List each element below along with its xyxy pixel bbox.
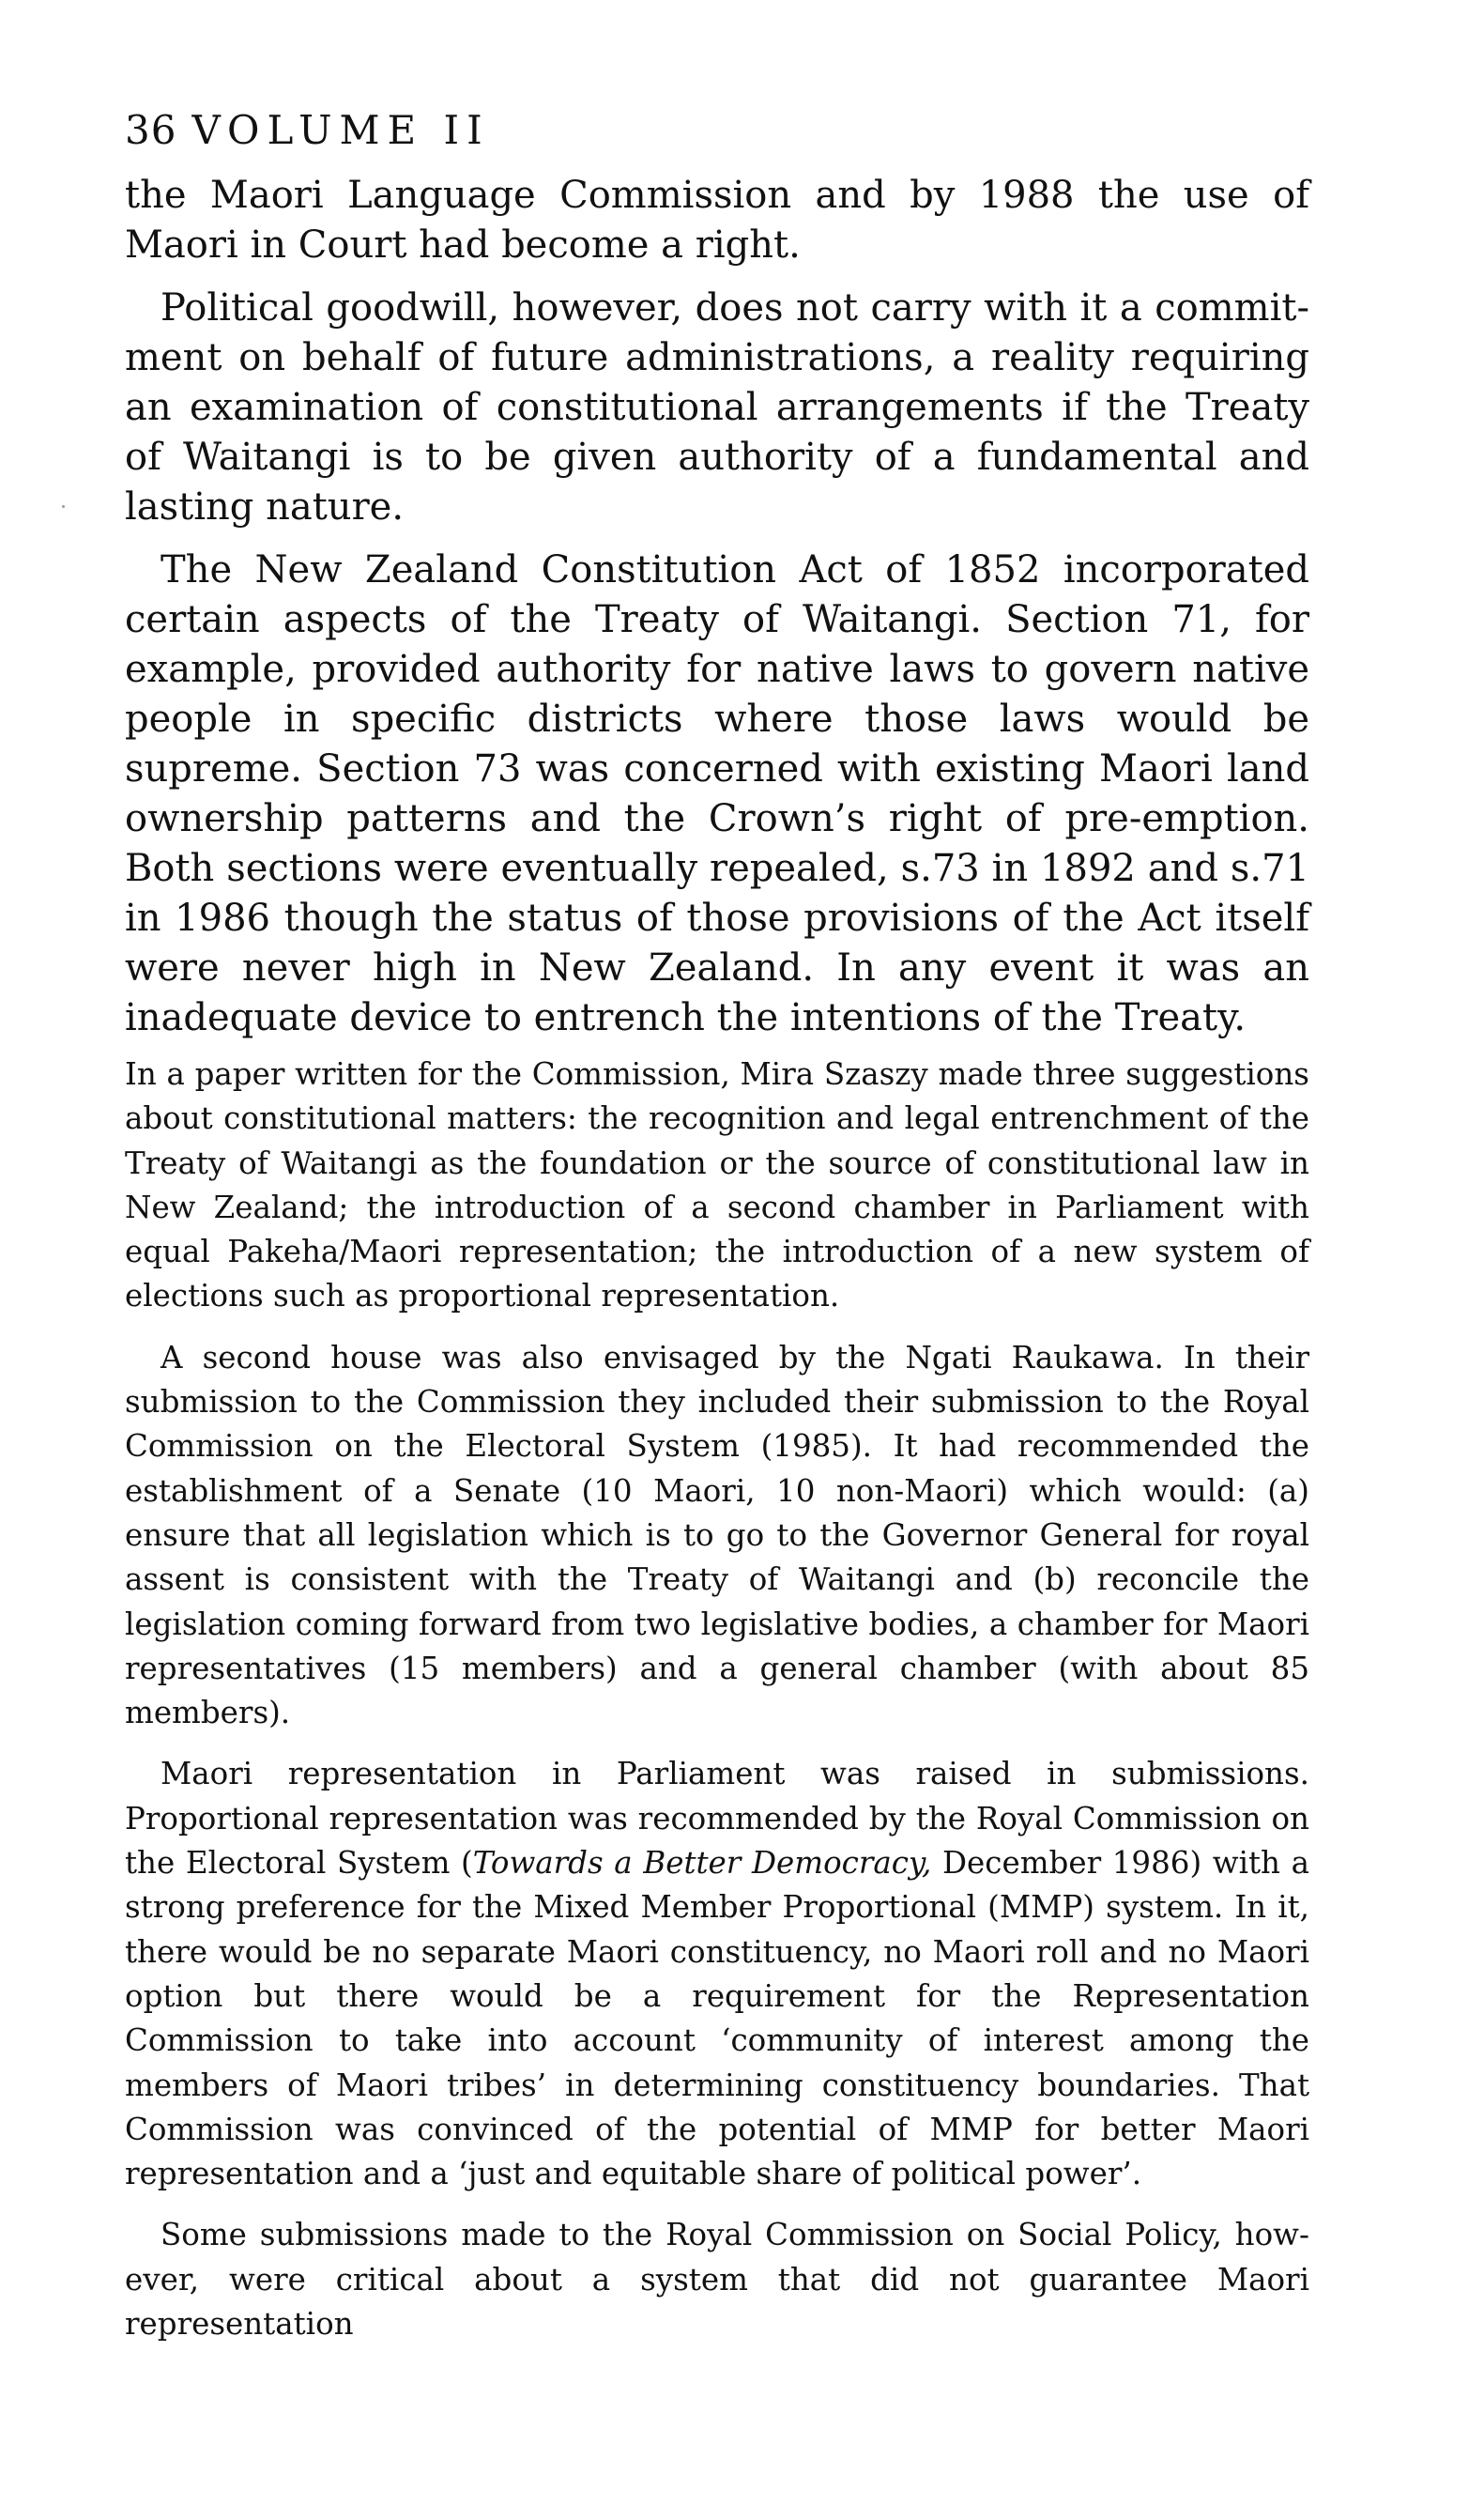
- paragraph-text-before: Maori representation in Parliament was raised in submissions. Proportional representation was recommended by the Royal Commission on the Electoral System (: [125, 1756, 1309, 1882]
- volume-label: VOLUME II: [191, 107, 490, 153]
- running-head: [125, 107, 1309, 153]
- paragraph-constitution-act: The New Zealand Constitution Act of 1852 incorporated certain aspects of the Treaty of Waitangi. Section 71, for example, provided authority for native laws to govern native people in specific districts where those laws would be supreme. Section 73 was concerned with existing Maori land ownership patterns and the Crown’s right of pre-emption. Both sections were eventually repealed, s.73 in 1892 and s.71 in 1986 though the status of those provisions of the Act itself were never high in New Zealand. In any event it was an inadequate device to entrench the intentions of the Treaty.: [125, 548, 1309, 1039]
- paragraph-continuation: the Maori Language Commission and by 1988 the use of Maori in Court had become a right.: [125, 174, 1309, 267]
- paragraph-szaszy-suggestions: In a paper written for the Commission, Mira Szaszy made three suggestions about constitutional matters: the recognition and legal entrenchment of the Treaty of Waitangi as the foundation or the source of constitutional law in New Zealand; the introduction of a second chamber in Parliament with equal Pakeha/Maori representation; the introduction of a new system of elections such as proportional representation.: [125, 1056, 1309, 1314]
- paragraph-second-house: A second house was also envisaged by the Ngati Raukawa. In their submission to the Commission they included their submission to the Royal Commission on the Electoral System (1985). It had recommended the establishment of a Senate (10 Maori, 10 non-Maori) which would: (a) ensure that all legislation which is to go to the Governor General for royal assent is consistent with the Treaty of Waitangi and (b) reconcile the legislation coming forward from two legislative bodies, a chamber for Maori representatives (15 members) and a general chamber (with about 85 members).: [125, 1339, 1309, 1731]
- paragraph-submissions-critical: Some submissions made to the Royal Commission on Social Policy, however, were critical about a system that did not guarantee Maori representation: [125, 2217, 1309, 2343]
- paragraph-text-after: December 1986) with a strong preference for the Mixed Member Proportional (MMP) system. In it, there would be no separate Maori constituency, no Maori roll and no Maori option but there would be a requirement for the Representation Commission to take into account ‘community of interest among the members of Maori tribes’ in determining constituency boundaries. That Commission was convinced of the potential of MMP for better Maori representation and a ‘just and equitable share of political power’.: [125, 1845, 1309, 2192]
- paragraph-maori-representation: [125, 1752, 1309, 2196]
- publication-title: Towards a Better Democracy,: [472, 1845, 932, 1882]
- page-number: 36: [125, 107, 177, 153]
- margin-speck: [62, 505, 65, 508]
- document-page: [125, 107, 1309, 2346]
- paragraph-political-goodwill: Political goodwill, however, does not carry with it a commitment on behalf of future administrations, a reality requiring an examination of constitutional arrangements if the Treaty of Waitangi is to be given authority of a fundamental and lasting nature.: [125, 286, 1309, 529]
